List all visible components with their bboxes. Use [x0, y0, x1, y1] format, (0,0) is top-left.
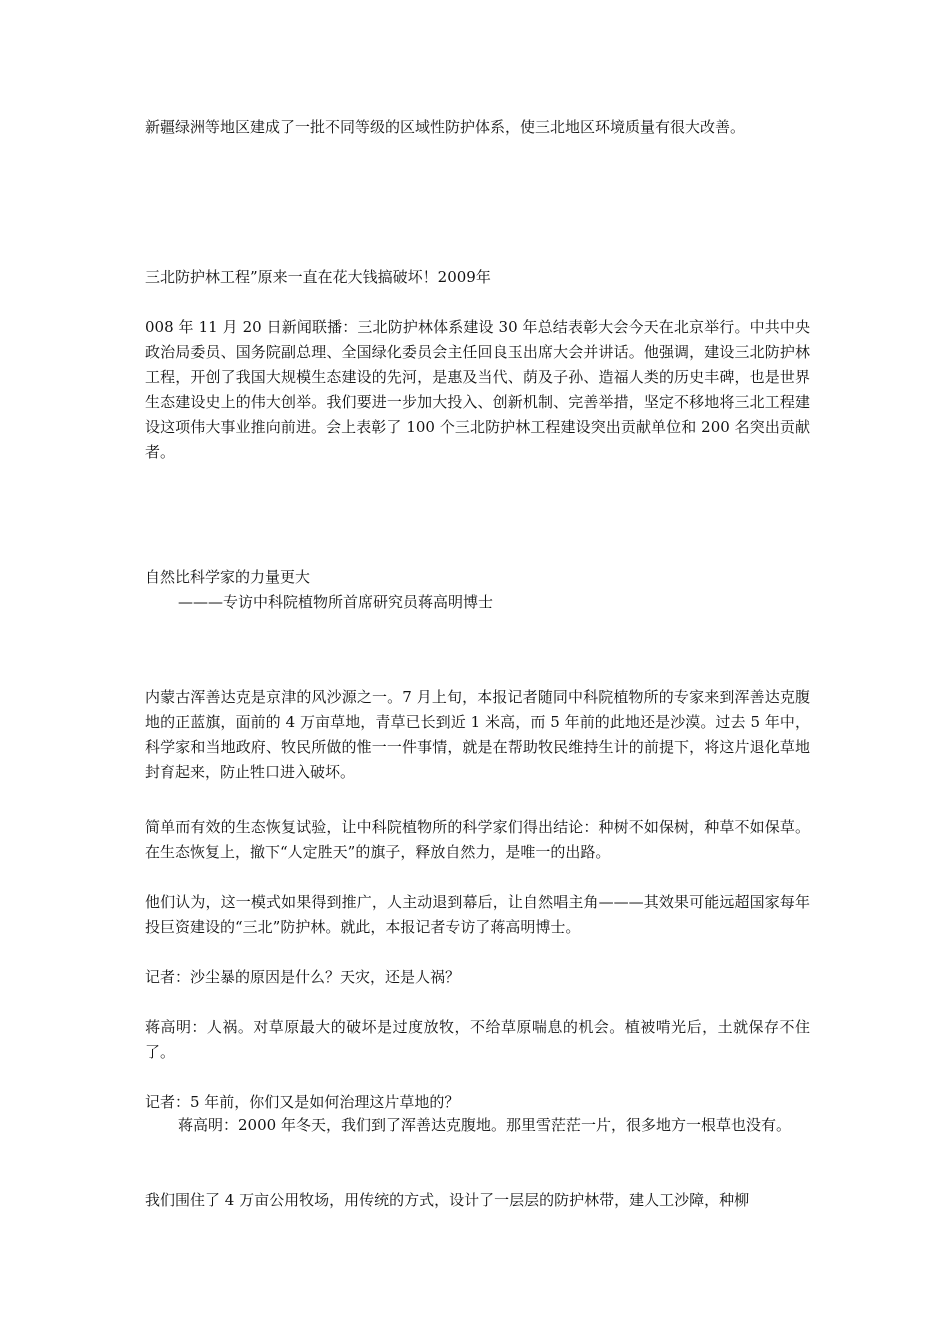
paragraph-text: 008 年 11 月 20 日新闻联播：三北防护林体系建设 30 年总结表彰大会今天在北京举行。中共中央政治局委员、国务院副总理、全国绿化委员会主任回良玉出席大会并讲话。他强调，建设三北防护林工程，开创了我国大规模生态建设的先河，是惠及当代、荫及子孙、造福人类的历史丰碑，也是世界生态建设史上的伟大创举。我们要进一步加大投入、创新机制、完善举措，坚定不移地将三北工程建设这项伟大事业推向前进。会上表彰了 100 个三北防护林工程建设突出贡献单位和 200 名突出贡献者。	[145, 318, 810, 461]
paragraph-hunshandake	[145, 685, 810, 785]
article-title: 自然比科学家的力量更大	[145, 568, 311, 586]
paragraph-oasis	[145, 115, 810, 140]
article-subtitle: ———专访中科院植物所首席研究员蒋高明博士	[178, 593, 494, 611]
heading-text: 三北防护林工程”原来一直在花大钱搞破坏！2009年	[145, 268, 491, 286]
interview-answer-2	[145, 1113, 810, 1138]
paragraph-conclusion	[145, 815, 810, 865]
section-heading-sanbei	[145, 265, 810, 290]
interview-question-1	[145, 965, 810, 990]
paragraph-text: 我们围住了 4 万亩公用牧场，用传统的方式，设计了一层层的防护林带，建人工沙障，种柳	[145, 1191, 750, 1209]
interview-question-2	[145, 1090, 810, 1115]
answer-text: 蒋高明：人祸。对草原最大的破坏是过度放牧，不给草原喘息的机会。植被啃光后，土就保存不住了。	[145, 1018, 810, 1061]
article-title-block	[145, 565, 810, 615]
interview-answer-1	[145, 1015, 810, 1065]
question-text: 记者：5 年前，你们又是如何治理这片草地的？	[145, 1093, 460, 1111]
paragraph-text: 简单而有效的生态恢复试验，让中科院植物所的科学家们得出结论：种树不如保树，种草不如保草。在生态恢复上，撤下“人定胜天”的旗子，释放自然力，是唯一的出路。	[145, 818, 810, 861]
question-text: 记者：沙尘暴的原因是什么？天灾，还是人祸？	[145, 968, 461, 986]
paragraph-news-broadcast	[145, 315, 810, 465]
paragraph-text: 新疆绿洲等地区建成了一批不同等级的区域性防护体系，使三北地区环境质量有很大改善。	[145, 118, 746, 136]
paragraph-text: 内蒙古浑善达克是京津的风沙源之一。7 月上旬，本报记者随同中科院植物所的专家来到浑善达克腹地的正蓝旗，面前的 4 万亩草地，青草已长到近 1 米高，而 5 年前的此地还是沙漠。过去 5 年中，科学家和当地政府、牧民所做的惟一一件事情，就是在帮助牧民维持生计的前提下，将这片退化草地封育起来，防止牲口进入破坏。	[145, 688, 810, 781]
paragraph-model	[145, 890, 810, 940]
paragraph-text: 他们认为，这一模式如果得到推广，人主动退到幕后，让自然唱主角———其效果可能远超国家每年投巨资建设的“三北”防护林。就此，本报记者专访了蒋高明博士。	[145, 893, 810, 936]
paragraph-fencing	[145, 1188, 810, 1213]
answer-text: 蒋高明：2000 年冬天，我们到了浑善达克腹地。那里雪茫茫一片，很多地方一根草也没有。	[178, 1116, 791, 1134]
